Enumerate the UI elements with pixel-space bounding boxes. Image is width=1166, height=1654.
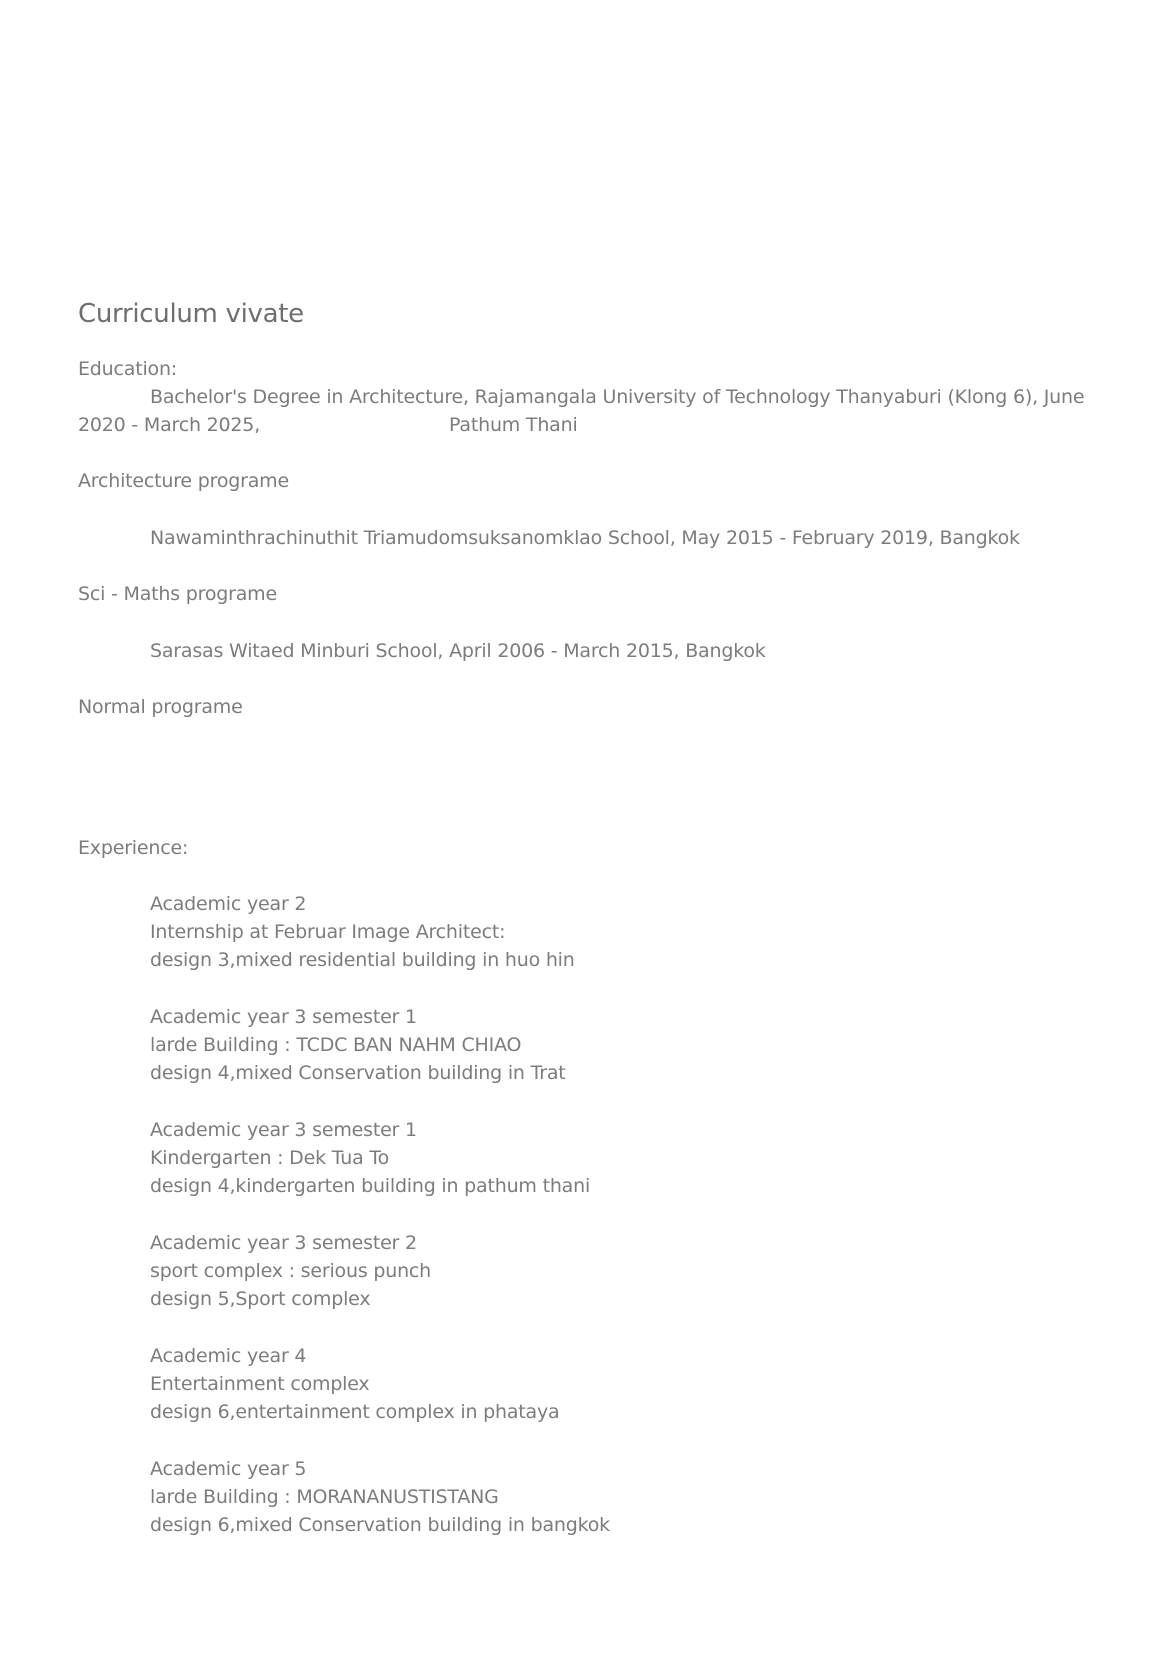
experience-project: Entertainment complex	[150, 1373, 370, 1395]
education-program-scimaths: Sci - Maths programe	[78, 583, 277, 605]
experience-description: design 5,Sport complex	[150, 1288, 371, 1310]
experience-year: Academic year 3 semester 1	[150, 1119, 417, 1141]
experience-entry	[150, 1455, 610, 1539]
experience-project: larde Building : TCDC BAN NAHM CHIAO	[150, 1034, 522, 1056]
experience-entry	[150, 890, 575, 974]
experience-entry	[150, 1342, 559, 1426]
education-school-secondary: Nawaminthrachinuthit Triamudomsuksanomklao School, May 2015 - February 2019, Bangkok	[150, 527, 1020, 549]
experience-entry	[150, 1003, 566, 1087]
education-program-architecture: Architecture programe	[78, 470, 289, 492]
experience-project: Kindergarten : Dek Tua To	[150, 1147, 389, 1169]
experience-description: design 4,mixed Conservation building in Trat	[150, 1062, 566, 1084]
experience-description: design 6,mixed Conservation building in bangkok	[150, 1514, 610, 1536]
experience-description: design 6,entertainment complex in phataya	[150, 1401, 560, 1423]
education-program-normal: Normal programe	[78, 696, 243, 718]
experience-year: Academic year 4	[150, 1345, 307, 1367]
experience-entry	[150, 1116, 590, 1200]
experience-year: Academic year 2	[150, 893, 307, 915]
experience-year: Academic year 3 semester 1	[150, 1006, 417, 1028]
education-degree-dates: 2020 - March 2025,	[78, 414, 261, 436]
education-heading: Education:	[78, 358, 177, 380]
experience-project: larde Building : MORANANUSTISTANG	[150, 1486, 499, 1508]
page-title: Curriculum vivate	[78, 299, 304, 329]
experience-year: Academic year 3 semester 2	[150, 1232, 417, 1254]
experience-project: sport complex : serious punch	[150, 1260, 431, 1282]
education-school-primary: Sarasas Witaed Minburi School, April 2006 - March 2015, Bangkok	[150, 640, 766, 662]
experience-project: Internship at Februar Image Architect:	[150, 921, 506, 943]
experience-year: Academic year 5	[150, 1458, 307, 1480]
experience-heading: Experience:	[78, 837, 189, 859]
education-degree-location: Pathum Thani	[449, 414, 578, 436]
experience-entry	[150, 1229, 431, 1313]
experience-description: design 4,kindergarten building in pathum thani	[150, 1175, 591, 1197]
experience-description: design 3,mixed residential building in huo hin	[150, 949, 575, 971]
education-degree-line: Bachelor's Degree in Architecture, Rajamangala University of Technology Thanyaburi (Klong 6), June	[150, 386, 1085, 408]
